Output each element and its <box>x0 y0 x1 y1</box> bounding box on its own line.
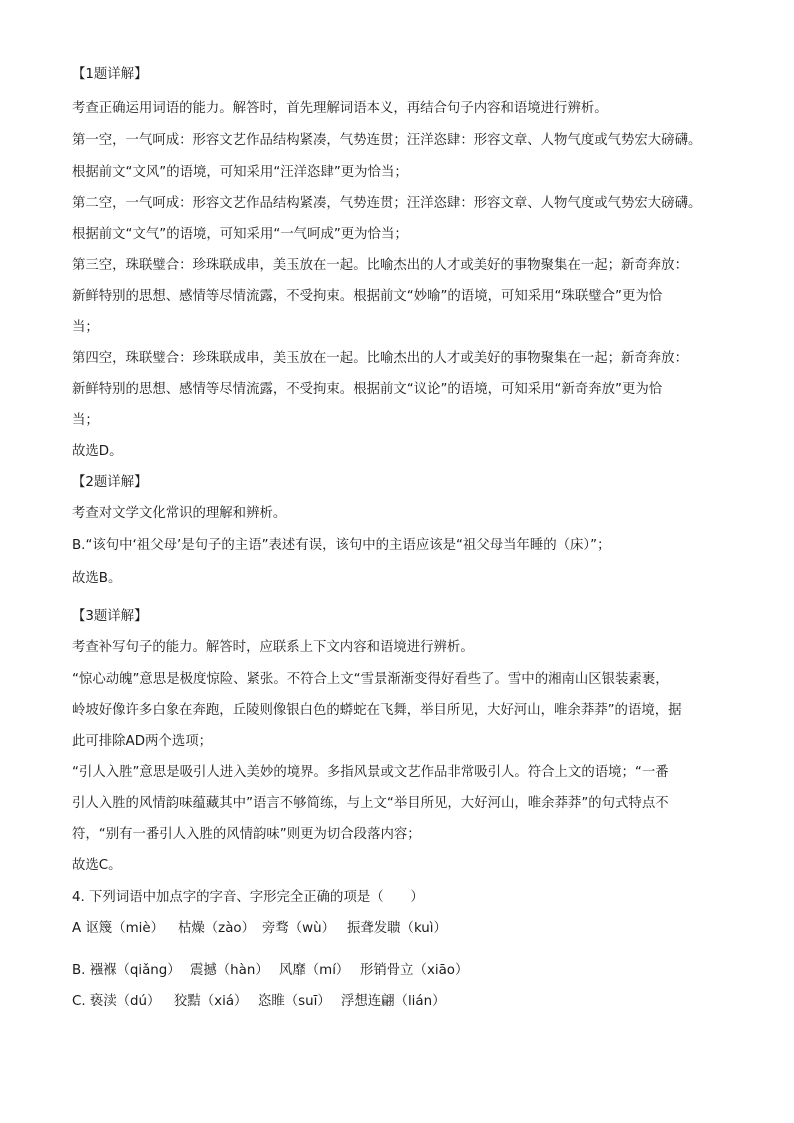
paragraph-line: 当； <box>72 320 99 335</box>
option-c-word-2: 狡黠（xiá） <box>174 994 248 1009</box>
paragraph-line: 新鲜特别的思想、感情等尽情流露，不受拘束。根据前文“议论”的语境，可知采用“新奇奔放”更为恰 <box>72 382 663 397</box>
paragraph-line: 考查补写句子的能力。解答时，应联系上下文内容和语境进行辨析。 <box>72 640 474 655</box>
paragraph-line: 岭坡好像许多白象在奔跑，丘陵则像银白色的蟒蛇在飞舞，举目所见，大好河山，唯余莽莽”的语境，据 <box>72 703 682 718</box>
question-4-stem: 4. 下列词语中加点字的字音、字形完全正确的项是（ ） <box>72 890 424 905</box>
option-a-word-2: 枯燥（zào） <box>178 921 255 936</box>
paragraph-line: 故选D。 <box>72 444 123 459</box>
paragraph-line: 第三空，珠联璧合：珍珠联成串，美玉放在一起。比喻杰出的人才或美好的事物聚集在一起；新奇奔放： <box>72 258 688 273</box>
paragraph-line: 第二空，一气呵成：形容文艺作品结构紧凑，气势连贯；汪洋恣肆：形容文章、人物气度或气势宏大磅礴。 <box>72 196 702 211</box>
paragraph-line: 当； <box>72 413 99 428</box>
option-c-word-1: C. 亵渎（dú） <box>72 994 161 1009</box>
paragraph-line: 故选C。 <box>72 858 122 873</box>
section-heading-q3: 【3题详解】 <box>72 609 148 624</box>
option-b-word-2: 震撼（hàn） <box>190 963 269 978</box>
paragraph-line: 第一空，一气呵成：形容文艺作品结构紧凑，气势连贯；汪洋恣肆：形容文章、人物气度或气势宏大磅礴。 <box>72 133 702 148</box>
paragraph-line: 此可排除AD两个选项； <box>72 734 212 749</box>
paragraph-line: 新鲜特别的思想、感情等尽情流露，不受拘束。根据前文“妙喻”的语境，可知采用“珠联璧合”更为恰 <box>72 289 663 304</box>
paragraph-line: “引人入胜”意思是吸引人进入美妙的境界。多指风景或文艺作品非常吸引人。符合上文的语境；“一番 <box>72 765 669 780</box>
paragraph-line: B.“该句中‘祖父母’是句子的主语”表述有误，该句中的主语应该是“祖父母当年睡的（床）”； <box>72 538 611 553</box>
paragraph-line: 根据前文“文气”的语境，可知采用“一气呵成”更为恰当； <box>72 227 408 242</box>
paragraph-line: 根据前文“文风”的语境，可知采用“汪洋恣肆”更为恰当； <box>72 165 408 180</box>
paragraph-line: 考查正确运用词语的能力。解答时，首先理解词语本义，再结合句子内容和语境进行辨析。 <box>72 101 608 116</box>
paragraph-line: 第四空，珠联璧合：珍珠联成串，美玉放在一起。比喻杰出的人才或美好的事物聚集在一起；新奇奔放： <box>72 351 688 366</box>
option-b-word-1: B. 襁褓（qiǎng） <box>72 963 181 978</box>
option-b-word-3: 风靡（mí） <box>279 963 350 978</box>
option-a-word-1: A 讴篾（miè） <box>72 921 164 936</box>
paragraph-line: 引人入胜的风情韵味蕴藏其中”语言不够简练，与上文“举目所见，大好河山，唯余莽莽”的句式特点不 <box>72 796 669 811</box>
paragraph-line: 故选B。 <box>72 571 122 586</box>
option-a-word-3: 旁骛（wù） <box>262 921 336 936</box>
option-b-word-4: 形销骨立（xiāo） <box>360 963 469 978</box>
option-c-word-4: 浮想连翩（lián） <box>341 994 446 1009</box>
paragraph-line: “惊心动魄”意思是极度惊险、紧张。不符合上文“雪景渐渐变得好看些了。雪中的湘南山区银装素裹， <box>72 672 669 687</box>
option-a-word-4: 振聋发聩（kuì） <box>347 921 447 936</box>
paragraph-line: 符，“别有一番引人入胜的风情韵味”则更为切合段落内容； <box>72 827 421 842</box>
section-heading-q1: 【1题详解】 <box>72 67 148 82</box>
option-c-word-3: 恣睢（suī） <box>258 994 331 1009</box>
paragraph-line: 考查对文学文化常识的理解和辨析。 <box>72 506 287 521</box>
section-heading-q2: 【2题详解】 <box>72 475 148 490</box>
